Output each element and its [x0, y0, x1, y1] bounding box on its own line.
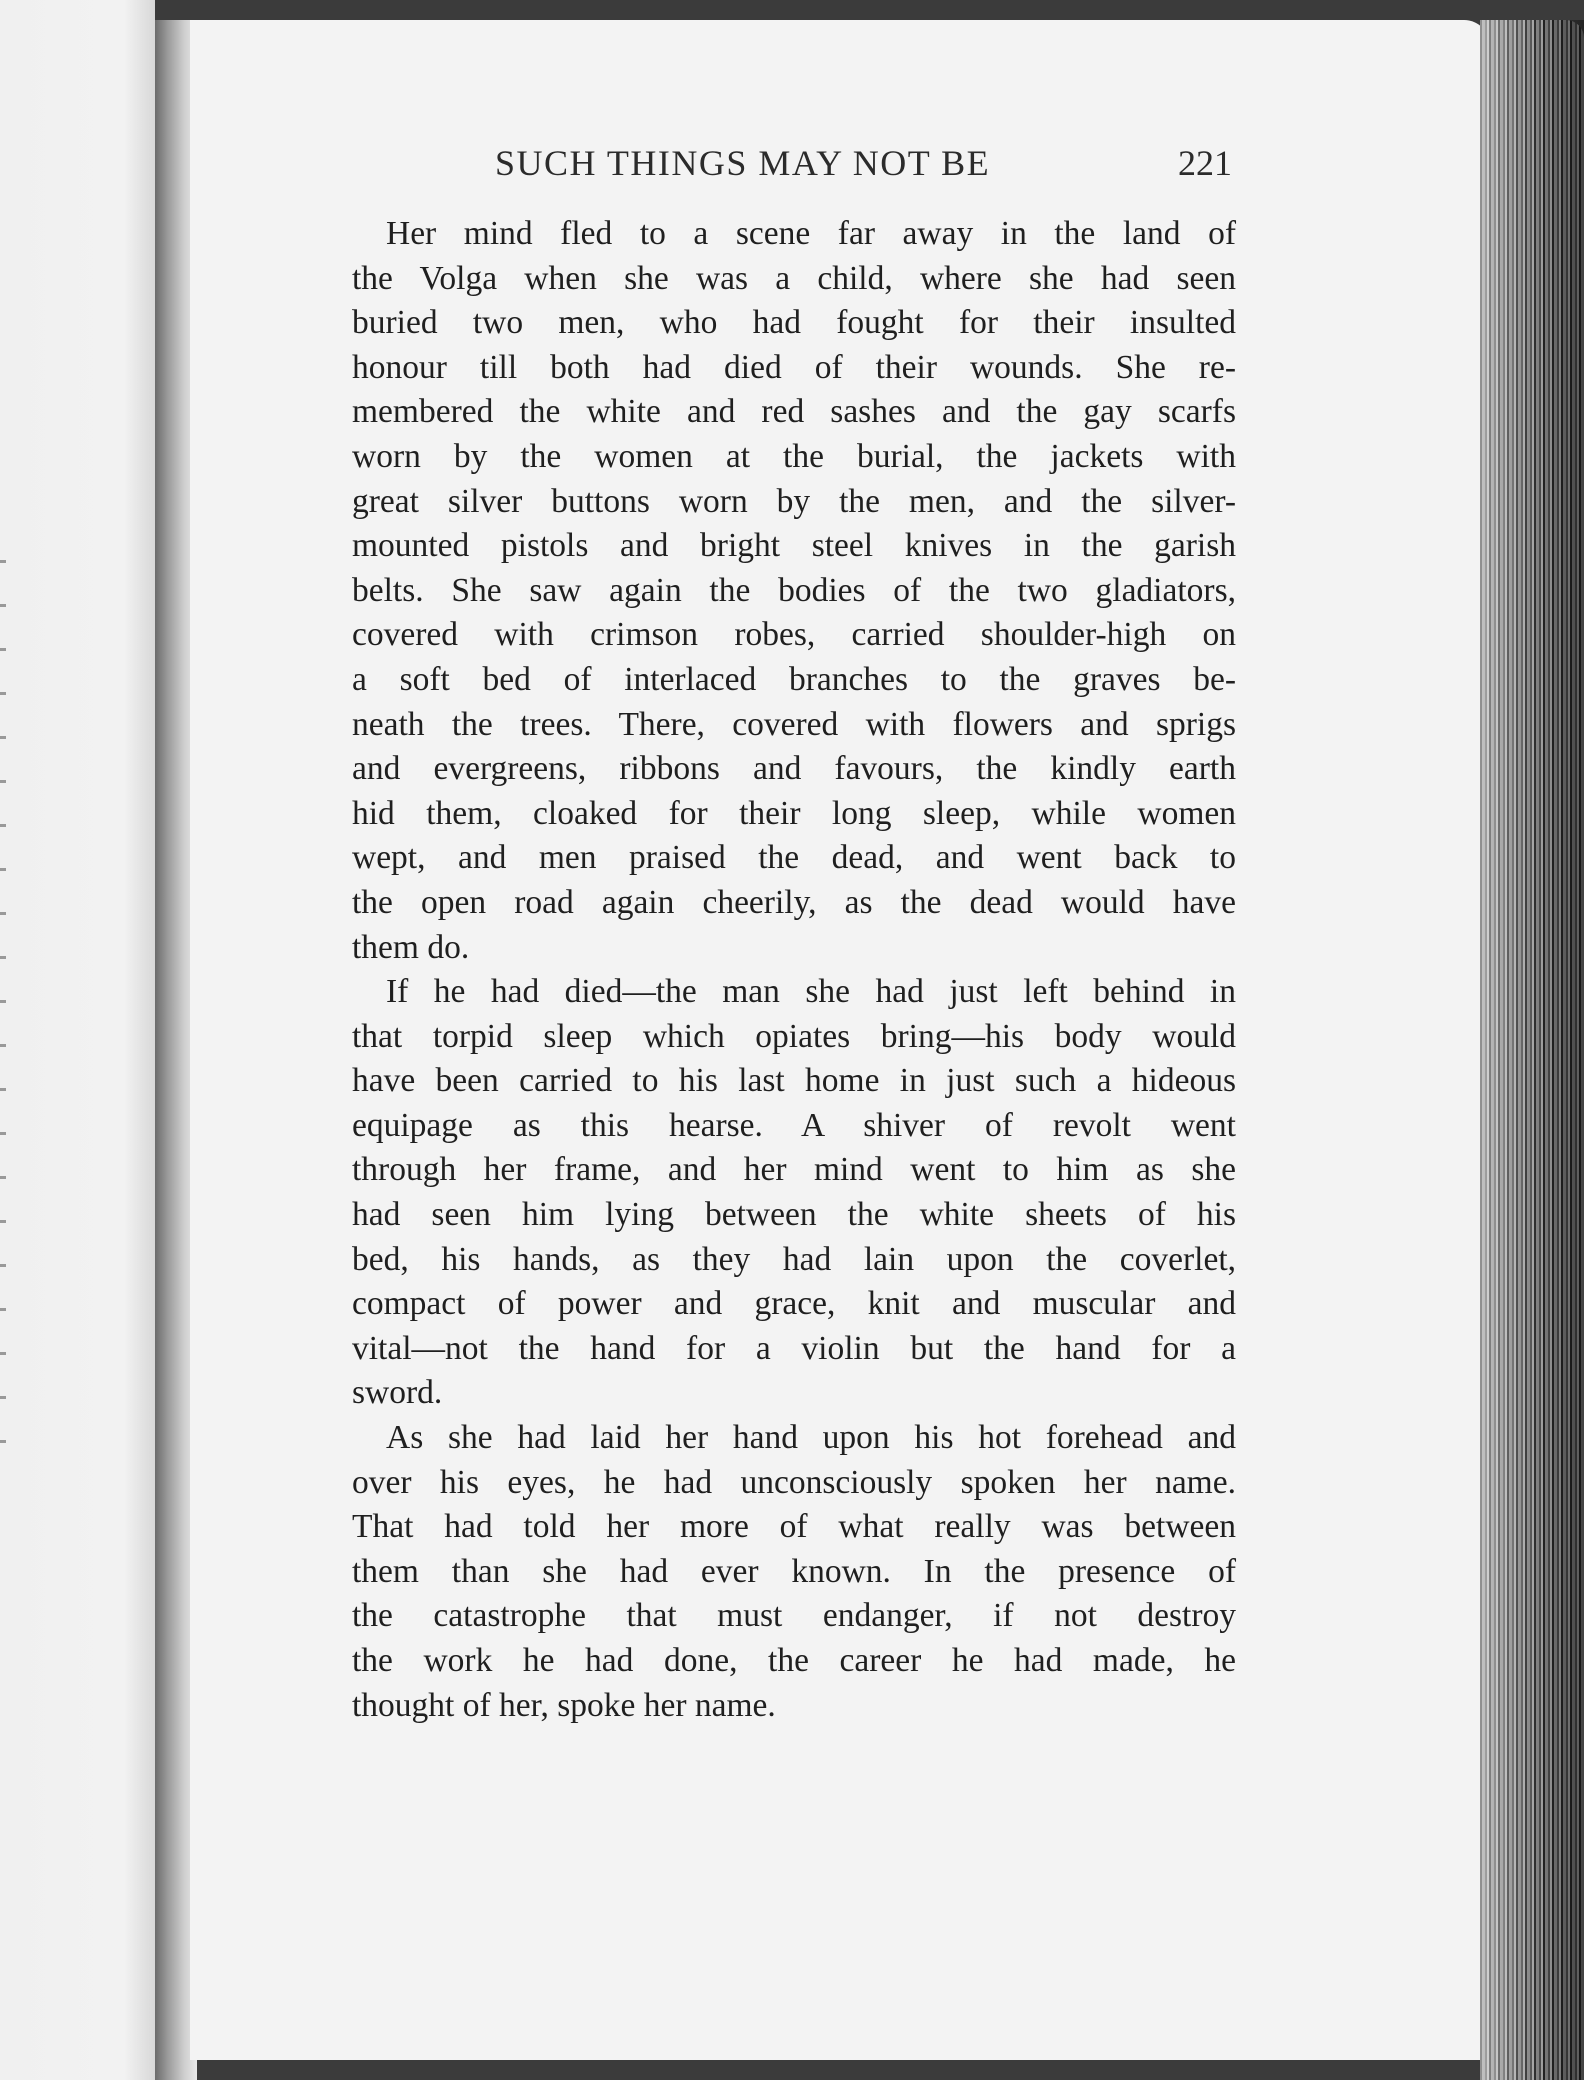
- text-line: equipage as this hearse. A shiver of revolt went: [352, 1106, 1236, 1144]
- text-line: compact of power and grace, knit and muscular and: [352, 1285, 1236, 1323]
- text-line: neath the trees. There, covered with flowers and sprigs: [352, 705, 1236, 743]
- text-line: through her frame, and her mind went to him as she: [352, 1151, 1236, 1189]
- text-line: had seen him lying between the white sheets of his: [352, 1196, 1236, 1234]
- text-line: sword.: [352, 1374, 443, 1412]
- text-line: buried two men, who had fought for their insulted: [352, 304, 1236, 342]
- previous-page-edge: [0, 0, 155, 2080]
- text-line: If he had died—the man she had just left behind in: [386, 973, 1236, 1011]
- previous-page-text-edge: [0, 560, 6, 1460]
- page-number: 221: [1178, 143, 1232, 183]
- text-line: mounted pistols and bright steel knives in the garish: [352, 527, 1236, 565]
- body-text: [352, 212, 1236, 1728]
- page-stack-edges: [1480, 20, 1584, 2080]
- paragraph-3: [352, 1416, 1236, 1728]
- running-title: SUCH THINGS MAY NOT BE: [495, 143, 991, 183]
- text-line: honour till both had died of their wounds. She re-: [352, 348, 1236, 386]
- text-line: the Volga when she was a child, where she had seen: [352, 259, 1236, 297]
- text-line: covered with crimson robes, carried shoulder-high on: [352, 616, 1236, 654]
- text-line: and evergreens, ribbons and favours, the kindly earth: [352, 750, 1236, 788]
- text-line: the open road again cheerily, as the dead would have: [352, 883, 1236, 921]
- text-line: belts. She saw again the bodies of the two gladiators,: [352, 571, 1236, 609]
- text-line: the catastrophe that must endanger, if not destroy: [352, 1597, 1236, 1635]
- text-line: As she had laid her hand upon his hot forehead and: [386, 1419, 1236, 1457]
- text-line: Her mind fled to a scene far away in the land of: [386, 215, 1236, 252]
- paragraph-1: [352, 212, 1236, 970]
- paragraph-2: [352, 970, 1236, 1416]
- running-head: [352, 134, 1232, 190]
- text-line: thought of her, spoke her name.: [352, 1686, 776, 1724]
- text-line: have been carried to his last home in just such a hideous: [352, 1062, 1236, 1100]
- text-line: worn by the women at the burial, the jackets with: [352, 437, 1236, 475]
- text-line: that torpid sleep which opiates bring—his body would: [352, 1017, 1236, 1055]
- text-line: them do.: [352, 928, 470, 966]
- text-line: the work he had done, the career he had made, he: [352, 1642, 1236, 1679]
- text-line: a soft bed of interlaced branches to the graves be-: [352, 660, 1236, 698]
- text-line: vital—not the hand for a violin but the hand for a: [352, 1329, 1236, 1367]
- text-line: them than she had ever known. In the presence of: [352, 1552, 1236, 1590]
- text-line: hid them, cloaked for their long sleep, while women: [352, 794, 1236, 832]
- text-line: wept, and men praised the dead, and went back to: [352, 839, 1236, 877]
- text-line: That had told her more of what really was between: [352, 1508, 1236, 1546]
- text-line: great silver buttons worn by the men, and the silver-: [352, 482, 1236, 520]
- text-line: bed, his hands, as they had lain upon the coverlet,: [352, 1240, 1236, 1278]
- text-line: membered the white and red sashes and the gay scarfs: [352, 393, 1236, 431]
- text-line: over his eyes, he had unconsciously spoken her name.: [352, 1463, 1236, 1501]
